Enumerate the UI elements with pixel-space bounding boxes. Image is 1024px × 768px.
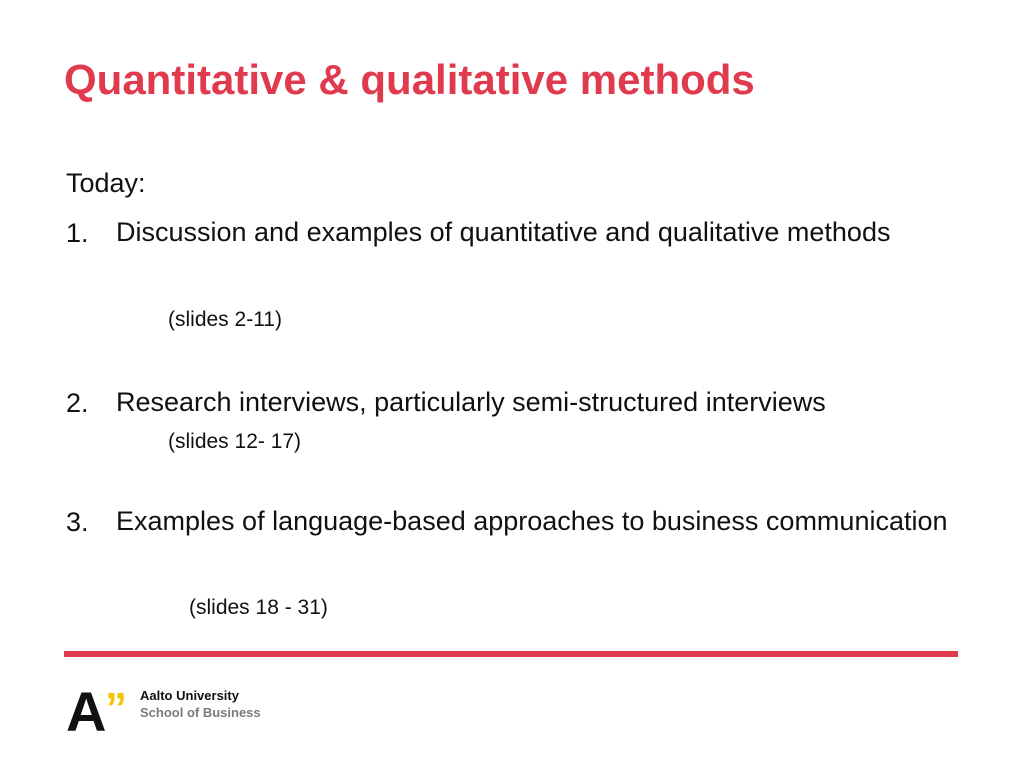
school-name: School of Business: [140, 705, 261, 720]
footer-divider: [64, 651, 958, 657]
aalto-logo-icon: [66, 683, 128, 733]
item-3-note: (slides 18 - 31): [189, 596, 328, 619]
item-2-note: (slides 12- 17): [168, 430, 302, 453]
logo-letter: A: [66, 683, 107, 733]
slide-title: Quantitative & qualitative methods: [64, 56, 755, 103]
university-name: Aalto University: [140, 688, 239, 703]
item-2-text: Research interviews, particularly semi-structured interviews: [116, 387, 826, 417]
logo-quote: ”: [105, 684, 127, 733]
item-1-number: 1.: [66, 218, 89, 248]
item-1-text: Discussion and examples of quantitative and qualitative methods: [116, 217, 891, 247]
item-3-text: Examples of language-based approaches to business communication: [116, 506, 948, 536]
item-3-number: 3.: [66, 507, 89, 537]
item-1-note: (slides 2-11): [168, 308, 282, 331]
item-2-number: 2.: [66, 388, 89, 418]
intro-label: Today:: [66, 168, 146, 198]
